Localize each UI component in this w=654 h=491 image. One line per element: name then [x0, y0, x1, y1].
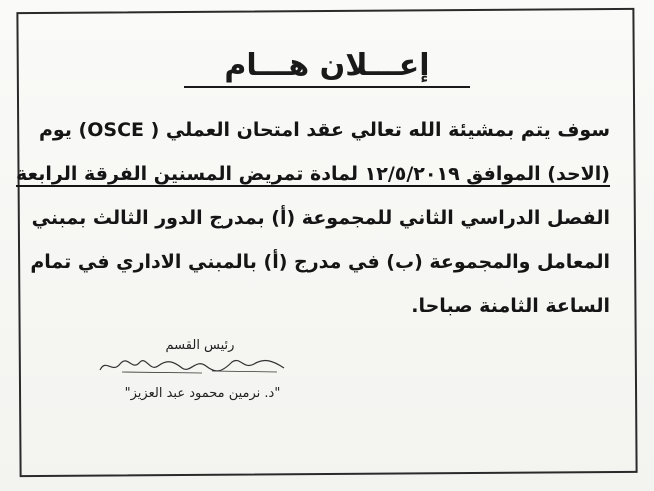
- body-line-1: سوف يتم بمشيئة الله تعالي عقد امتحان العملي ( OSCE) يوم: [38, 119, 610, 141]
- body-line-2: [16, 152, 610, 196]
- body-line-5: الساعة الثامنة صباحا.: [411, 295, 610, 317]
- announcement-body: [16, 108, 610, 328]
- body-line-2-text: (الاحد) الموافق ١٢/٥/٢٠١٩ لمادة تمريض المسنين الفرقة الرابعة: [16, 163, 610, 185]
- body-line-3: الفصل الدراسي الثاني للمجموعة (أ) بمدرج الدور الثالث بمبني: [31, 207, 610, 229]
- handwritten-signature: [92, 352, 292, 378]
- body-line-4: المعامل والمجموعة (ب) في مدرج (أ) بالمبني الاداري في تمام: [30, 251, 610, 273]
- signatory-name: "د. نرمين محمود عبد العزيز": [124, 386, 281, 401]
- department-head-title: رئيس القسم: [165, 338, 235, 353]
- announcement-title: [0, 48, 654, 88]
- announcement-title-text: إعـــلان هـــام: [184, 50, 469, 88]
